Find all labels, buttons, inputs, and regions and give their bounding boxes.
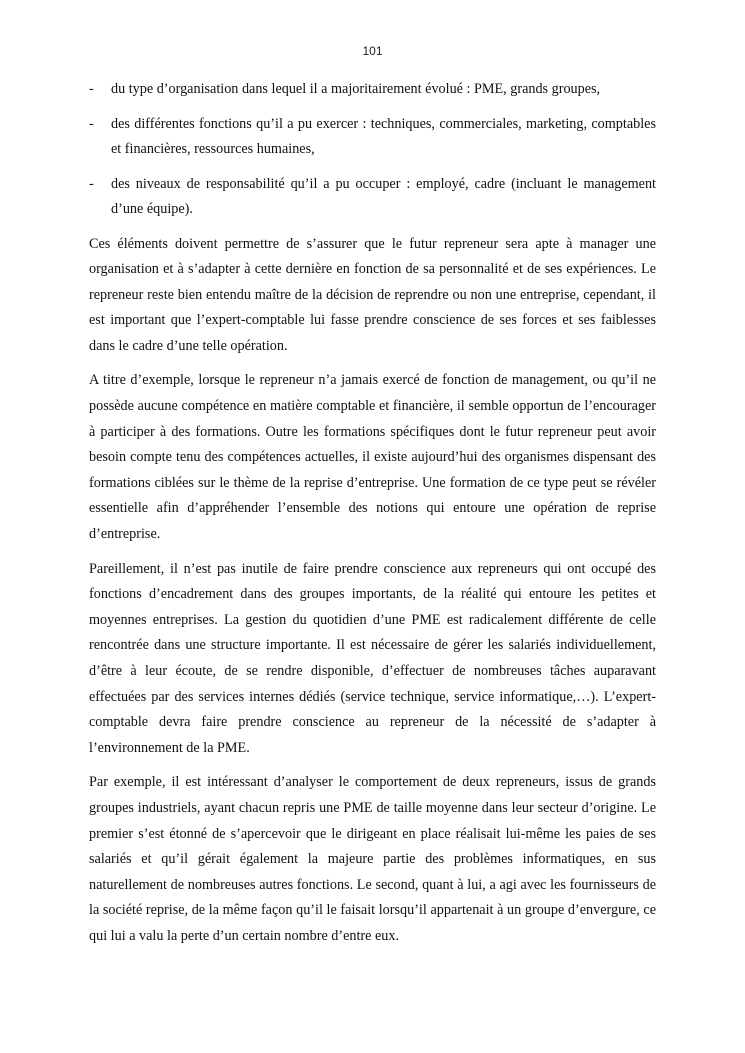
paragraph: Par exemple, il est intéressant d’analyser le comportement de deux repreneurs, issus de grands groupes industriels, ayant chacun repris une PME de taille moyenne dans leur secteur d’origine. Le premier s’est étonné de s’apercevoir que le dirigeant en place réalisait lui-même les paies de ses salariés et qu’il gérait également la majeure partie des problèmes informatiques, en sus naturellement de nombreuses autres fonctions. Le second, quant à lui, a agi avec les fournisseurs de la société reprise, de la même façon qu’il le faisait lorsqu’il appartenait à un groupe d’envergure, ce qui lui a valu la perte d’un certain nombre d’entre eux. — [89, 774, 656, 944]
page-content — [89, 77, 656, 959]
bullet-item — [89, 77, 656, 103]
bullet-text: du type d’organisation dans lequel il a majoritairement évolué : PME, grands groupes, — [111, 81, 601, 97]
bullet-item — [89, 112, 656, 163]
bullet-text: des différentes fonctions qu’il a pu exercer : techniques, commerciales, marketing, comptables et financières, ressources humaines, — [111, 115, 656, 157]
bullet-dash: - — [89, 175, 94, 192]
bullet-list — [89, 77, 656, 223]
bullet-text: des niveaux de responsabilité qu’il a pu occuper : employé, cadre (incluant le management d’une équipe). — [111, 175, 656, 217]
bullet-item — [89, 172, 656, 223]
paragraph: A titre d’exemple, lorsque le repreneur n’a jamais exercé de fonction de management, ou qu’il ne possède aucune compétence en matière comptable et financière, il semble opportun de l’encourager à participer à des formations. Outre les formations spécifiques dont le futur repreneur peut avoir besoin compte tenu des compétences actuelles, il existe aujourd’hui des organismes dispensant des formations ciblées sur le thème de la reprise d’entreprise. Une formation de ce type peut se révéler essentielle afin d’appréhender l’ensemble des notions qui entoure une opération de reprise d’entreprise. — [89, 372, 656, 543]
bullet-dash: - — [89, 115, 94, 132]
paragraph: Pareillement, il n’est pas inutile de faire prendre conscience aux repreneurs qui ont occupé des fonctions d’encadrement dans des groupes importants, de la réalité qui entoure les petites et moyennes entreprises. La gestion du quotidien d’une PME est radicalement différente de celle rencontrée dans une structure importante. Il est nécessaire de gérer les salariés individuellement, d’être à leur écoute, de se rendre disponible, d’effectuer de nombreuses tâches auparavant effectuées par des services internes dédiés (service technique, service informatique,…). L’expert-comptable devra faire prendre conscience au repreneur de la nécessité de s’adapter à l’environnement de la PME. — [89, 560, 656, 756]
paragraph: Ces éléments doivent permettre de s’assurer que le futur repreneur sera apte à manager une organisation et à s’adapter à cette dernière en fonction de sa personnalité et de ses expériences. Le repreneur reste bien entendu maître de la décision de reprendre ou non une entreprise, cependant, il est important que l’expert-comptable lui fasse prendre conscience de ses forces et ses faiblesses dans le cadre d’une telle opération. — [89, 235, 656, 354]
page-number: 101 — [362, 44, 383, 58]
bullet-dash: - — [89, 81, 94, 97]
